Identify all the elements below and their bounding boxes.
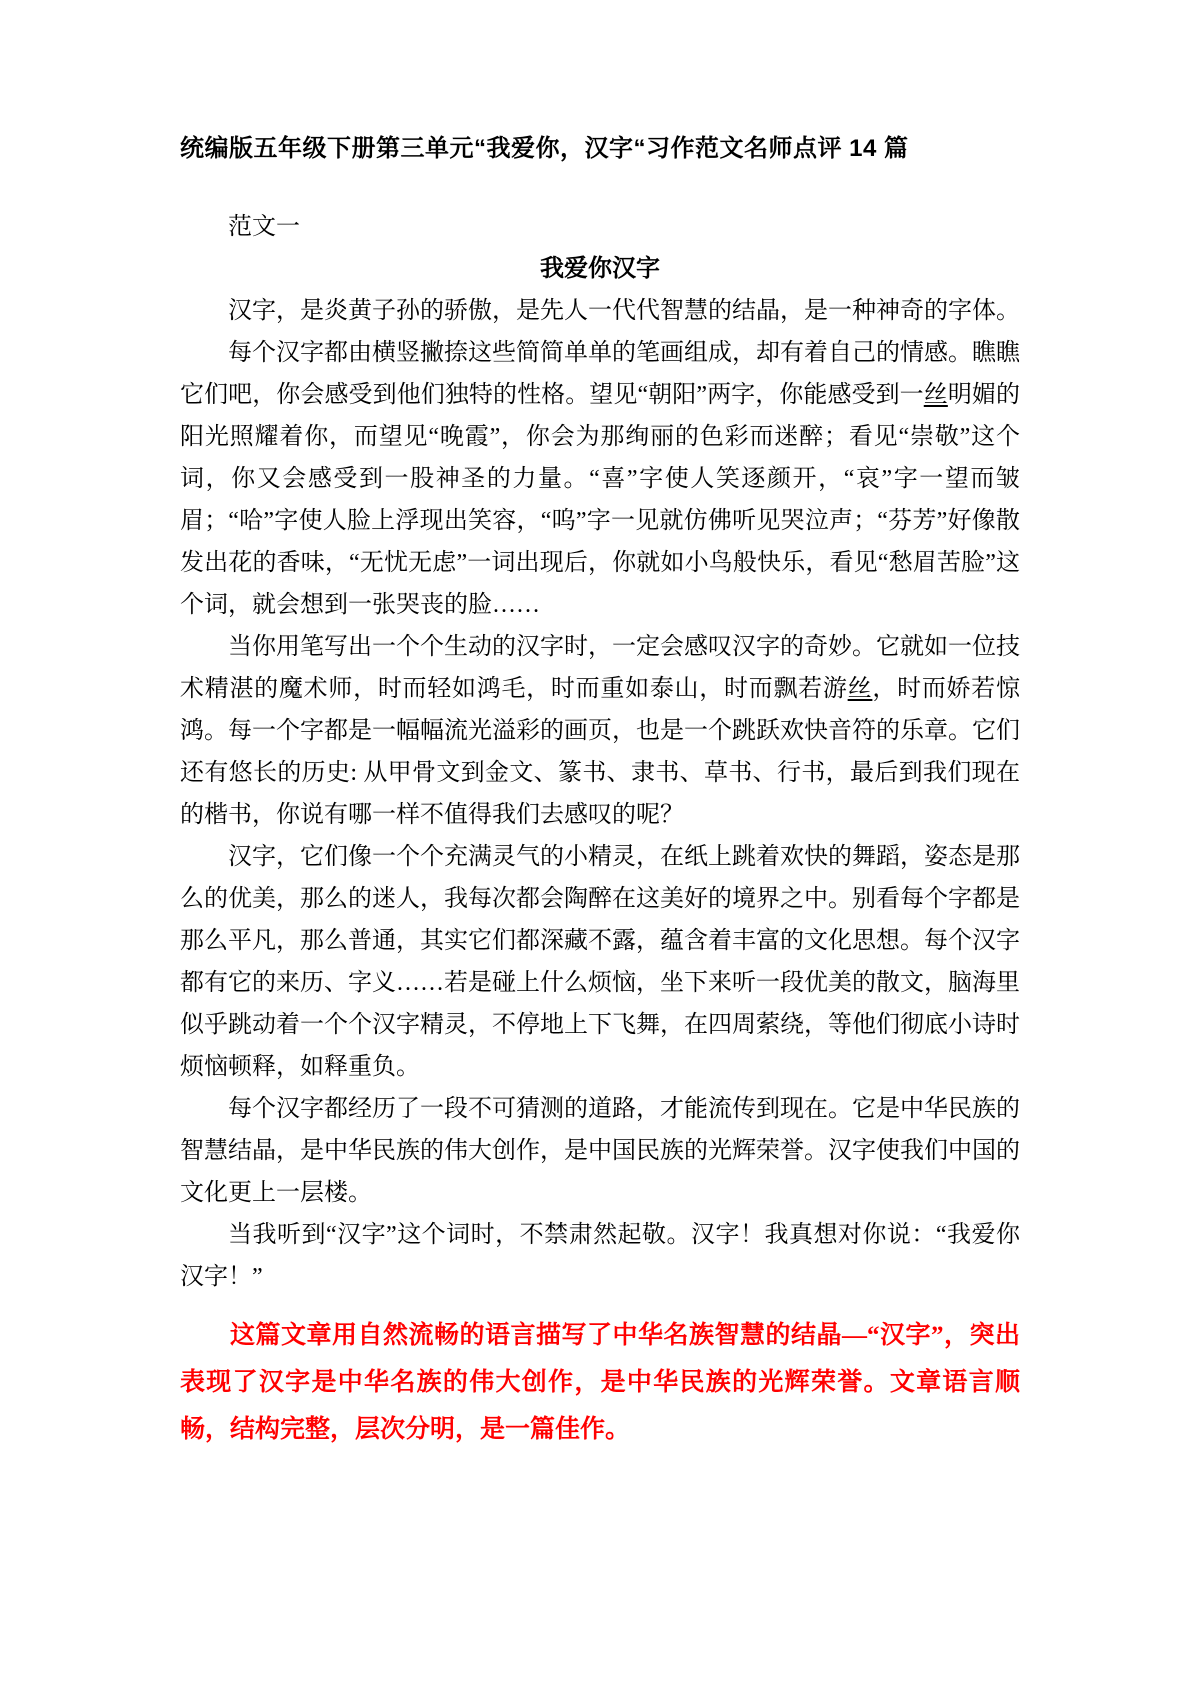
essay-paragraph <box>180 626 1020 836</box>
underlined-text: 丝 <box>847 676 873 702</box>
section-label: 范文一 <box>228 214 300 240</box>
text-segment: 每个汉字都由横竖撇捺这些简简单单的笔画组成，却有着自己的情感。瞧瞧它们吧，你会感受到他们独特的性格。望见“朝阳”两字，你能感受到一 <box>180 340 1020 408</box>
text-segment: 每个汉字都经历了一段不可猜测的道路，才能流传到现在。它是中华民族的智慧结晶，是中华民族的伟大创作，是中国民族的光辉荣誉。汉字使我们中国的文化更上一层楼。 <box>180 1096 1020 1206</box>
text-segment: 明媚的阳光照耀着你，而望见“晚霞”，你会为那绚丽的色彩而迷醉；看见“崇敬”这个词，你又会感受到一股神圣的力量。“喜”字使人笑逐颜开，“哀”字一望而皱眉；“哈”字使人脸上浮现出笑容，“呜”字一见就仿佛听见哭泣声；“芬芳”好像散发出花的香味，“无忧无虑”一词出现后，你就如小鸟般快乐，看见“愁眉苦脸”这个词，就会想到一张哭丧的脸…… <box>180 382 1020 618</box>
essay-paragraph <box>180 1088 1020 1214</box>
essay-title: 我爱你汉字 <box>540 256 660 282</box>
essay-paragraph <box>180 836 1020 1088</box>
essay-paragraph <box>180 332 1020 626</box>
underlined-text: 丝 <box>923 382 948 408</box>
document-title: 统编版五年级下册第三单元“我爱你，汉字“习作范文名师点评 14 篇 <box>180 135 909 162</box>
essay-body <box>180 290 1020 1298</box>
text-segment: 汉字，是炎黄子孙的骄傲，是先人一代代智慧的结晶，是一种神奇的字体。 <box>228 298 1020 324</box>
text-segment: 当你用笔写出一个个生动的汉字时，一定会感叹汉字的奇妙。它就如一位技术精湛的魔术师，时而轻如鸿毛，时而重如泰山，时而飘若游 <box>180 634 1020 702</box>
text-segment: 汉字，它们像一个个充满灵气的小精灵，在纸上跳着欢快的舞蹈，姿态是那么的优美，那么的迷人，我每次都会陶醉在这美好的境界之中。别看每个字都是那么平凡，那么普通，其实它们都深藏不露，蕴含着丰富的文化思想。每个汉字都有它的来历、字义……若是碰上什么烦恼，坐下来听一段优美的散文，脑海里似乎跳动着一个个汉字精灵，不停地上下飞舞，在四周萦绕，等他们彻底小诗时烦恼顿释，如释重负。 <box>180 844 1020 1080</box>
essay-paragraph <box>180 290 1020 332</box>
text-segment: ，时而娇若惊鸿。每一个字都是一幅幅流光溢彩的画页，也是一个跳跃欢快音符的乐章。它们还有悠长的历史: 从甲骨文到金文、篆书、隶书、草书、行书，最后到我们现在的楷书，你说有哪一样不值得我们去感叹的呢？ <box>180 676 1021 828</box>
text-segment: 当我听到“汉字”这个词时，不禁肃然起敬。汉字！我真想对你说：“我爱你汉字！” <box>180 1222 1020 1290</box>
teacher-comment: 这篇文章用自然流畅的语言描写了中华名族智慧的结晶—“汉字”，突出表现了汉字是中华名族的伟大创作，是中华民族的光辉荣誉。文章语言顺畅，结构完整，层次分明，是一篇佳作。 <box>180 1322 1020 1443</box>
essay-paragraph <box>180 1214 1020 1298</box>
